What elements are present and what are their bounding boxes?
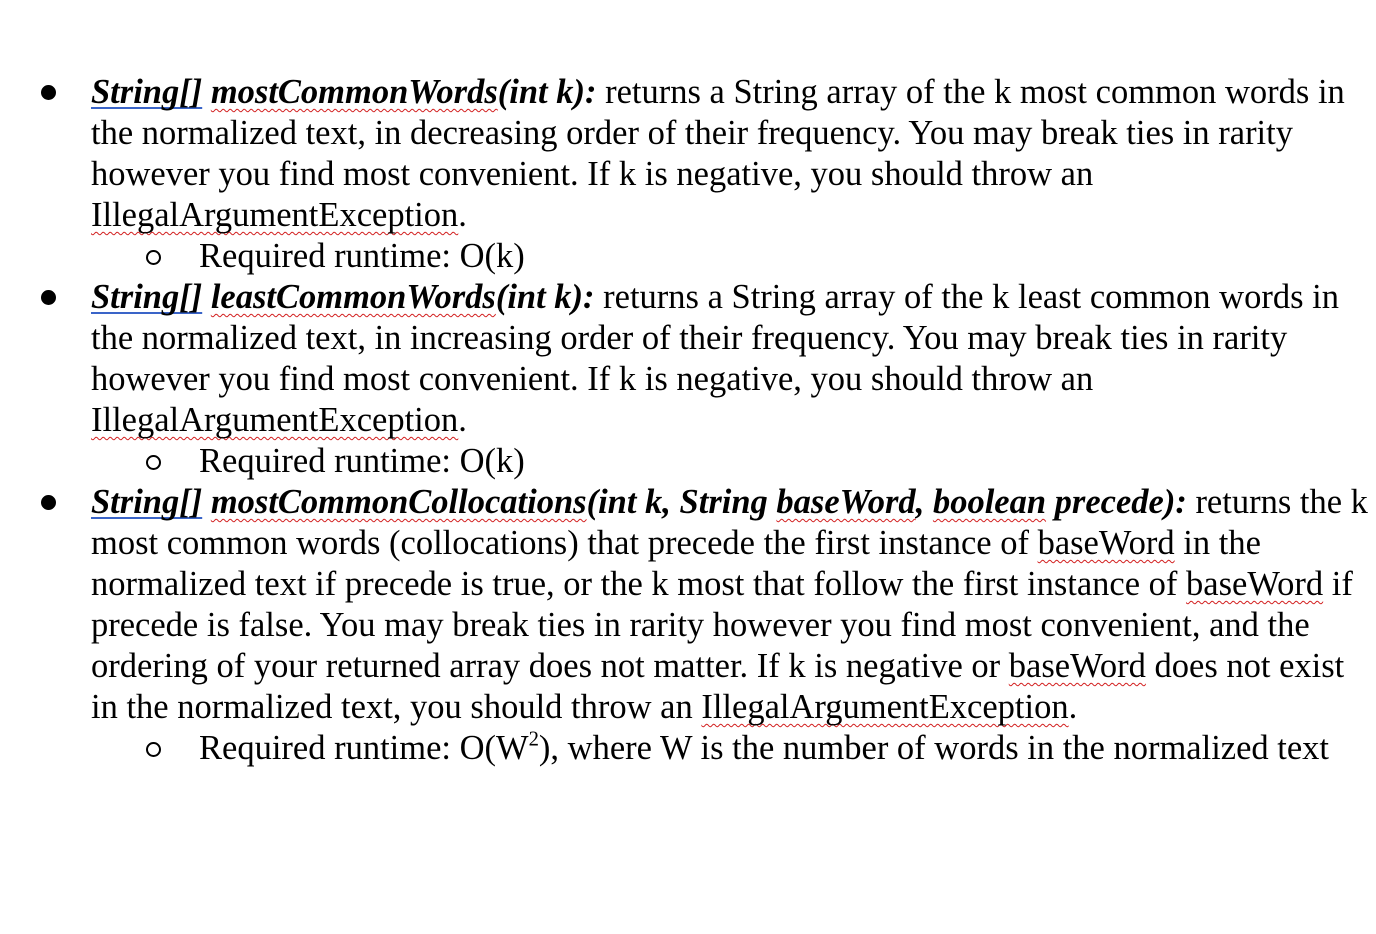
baseword-term: baseWord (1037, 524, 1175, 562)
method-signature (91, 73, 596, 111)
sentence-end: . (458, 401, 467, 439)
param-boolean-type: boolean (932, 483, 1047, 521)
exception-name: IllegalArgumentException (701, 688, 1069, 726)
param-separator: , (915, 483, 933, 521)
method-description: returns a String array of the k least common words in the normalized text, in increasing order of their frequency. You may break ties in rarity however you find most convenient. If k is negative, you should throw an (91, 278, 1339, 398)
runtime-exponent: 2 (528, 728, 539, 751)
method-description-part1: returns the k most common words (collocations) that precede the first instance of (91, 483, 1368, 562)
runtime-text-end: ), where W is the number of words in the normalized text (538, 729, 1330, 767)
method-name: mostCommonWords (210, 73, 498, 111)
method-item-most-common-collocations (0, 482, 1376, 728)
method-description: returns a String array of the k most common words in the normalized text, in decreasing order of their frequency. You may break ties in rarity however you find most convenient. If k is negative, you should throw an (91, 73, 1345, 193)
type-name: String[] (91, 73, 203, 111)
bullet-icon (41, 85, 56, 100)
runtime-subitem (0, 441, 1376, 482)
sentence-end: . (458, 196, 467, 234)
hollow-bullet-icon (146, 455, 161, 470)
runtime-subitem (0, 728, 1376, 769)
param-baseword: baseWord (776, 483, 916, 521)
type-name: String[] (91, 483, 203, 521)
method-item-most-common-words (0, 72, 1376, 236)
type-name: String[] (91, 278, 203, 316)
method-name: leastCommonWords (210, 278, 496, 316)
method-signature (91, 278, 595, 316)
baseword-term: baseWord (1186, 565, 1324, 603)
runtime-text: Required runtime: O(k) (199, 442, 525, 480)
bullet-icon (41, 290, 56, 305)
method-signature (91, 483, 1187, 521)
baseword-term: baseWord (1008, 647, 1146, 685)
document-body (0, 72, 1376, 769)
method-description-part4: does not exist in the normalized text, you should throw an (91, 647, 1345, 726)
runtime-text: Required runtime: O(k) (199, 237, 525, 275)
method-description-part2: in the normalized text if precede is true, or the k most that follow the first instance of (91, 524, 1261, 603)
runtime-text-start: Required runtime: O(W (199, 729, 529, 767)
method-name: mostCommonCollocations (210, 483, 587, 521)
method-item-least-common-words (0, 277, 1376, 441)
param-precede: precede): (1046, 483, 1187, 521)
method-description-part3: if precede is false. You may break ties in rarity however you find most convenient, and the ordering of your returned array does not matter. If k is negative or (91, 565, 1353, 685)
method-params: (int k): (495, 278, 595, 316)
method-params: (int k): (497, 73, 597, 111)
exception-name: IllegalArgumentException (91, 401, 459, 439)
hollow-bullet-icon (146, 742, 161, 757)
runtime-subitem (0, 236, 1376, 277)
method-params: (int k, String (586, 483, 777, 521)
hollow-bullet-icon (146, 250, 161, 265)
bullet-icon (41, 495, 56, 510)
sentence-end: . (1068, 688, 1078, 726)
exception-name: IllegalArgumentException (91, 196, 459, 234)
